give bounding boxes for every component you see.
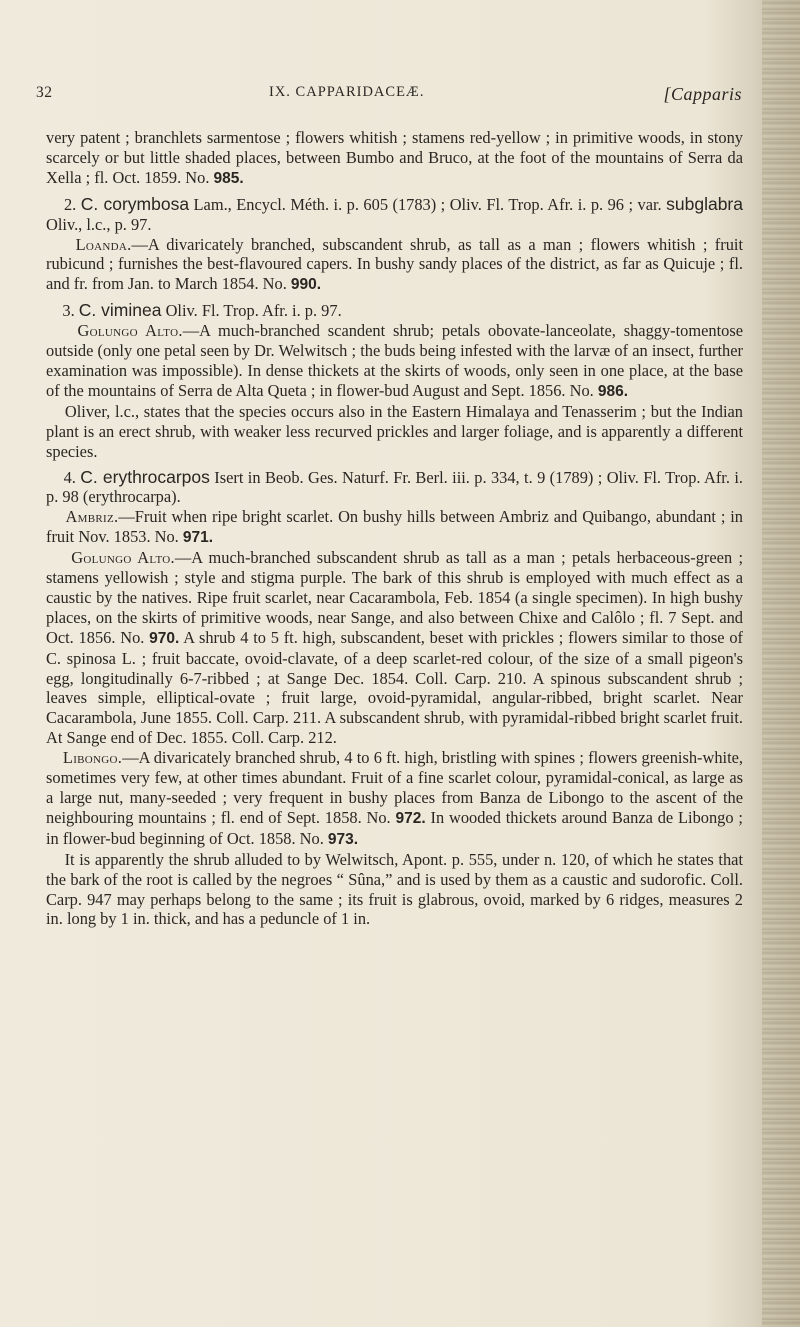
page-edge <box>762 0 800 1327</box>
species-heading: 2. C. corymbosa Lam., Encycl. Méth. i. p. 605 (1783) ; Oliv. Fl. Trop. Afr. i. p. 96 ; var. subglabra Oliv., l.c., p. 97. <box>46 193 743 234</box>
running-head-title: IX. CAPPARIDACEÆ. <box>269 84 425 100</box>
paragraph: Loanda.—A divaricately branched, subscandent shrub, as tall as a man ; flowers whitish ; fruit rubicund ; furnishes the best-flavoured capers. In bushy sandy places of the district, as far as Quicuje ; fl. and fr. from Jan. to March 1854. No. 990. <box>46 234 743 294</box>
species-heading: 4. C. erythrocarpos Isert in Beob. Ges. Naturf. Fr. Berl. iii. p. 334, t. 9 (1789) ; Oliv. Fl. Trop. Afr. i. p. 98 (erythrocarpa). <box>46 466 743 507</box>
paragraph: It is apparently the shrub alluded to by Welwitsch, Apont. p. 555, under n. 120, of which he states that the bark of the root is called by the negroes “ Sûna,” and is used by them as a caustic and sudorofic. Coll. Carp. 947 may perhaps belong to the same ; its fruit is glabrous, ovoid, marked by 6 ridges, measures 2 in. long by 1 in. thick, and has a peduncle of 1 in. <box>46 849 744 929</box>
species-heading: 3. C. viminea Oliv. Fl. Trop. Afr. i. p. 97. <box>62 300 342 321</box>
paragraph: Libongo.—A divaricately branched shrub, 4 to 6 ft. high, bristling with spines ; flowers greenish-white, sometimes very few, at other times abundant. Fruit of a fine scarlet colour, pyramidal-conical, as large as a large nut, many-seeded ; very frequent in bushy places from Banza de Libongo to the ascent of the neighbouring mountains ; fl. end of Sept. 1858. No. 972. In wooded thickets around Banza de Libongo ; in flower-bud beginning of Oct. 1858. No. 973. <box>46 748 743 848</box>
page-number: 32 <box>36 84 53 101</box>
paragraph: Golungo Alto.—A much-branched subscandent shrub as tall as a man ; petals herbaceous-green ; stamens yellowish ; style and stigma purple. The bark of this shrub is employed with much effect as a caustic by the natives. Ripe fruit scarlet, near Cacarambola, Feb. 1854 (a single specimen). In high bushy places, on the skirts of primitive woods, near Sange, and also between Chixe and Calôlo ; fl. 7 Sept. and Oct. 1856. No. 970. A shrub 4 to 5 ft. high, subscandent, beset with prickles ; flowers similar to those of C. spinosa L. ; fruit baccate, ovoid-clavate, of a deep scarlet-red colour, of the size of a small pigeon's egg, longitudinally 6-7-ribbed ; at Sange Dec. 1854. Coll. Carp. 210. A spinous subscandent shrub ; leaves simple, elliptical-ovate ; fruit large, ovoid-pyramidal, angular-ribbed, bright scarlet. Near Cacarambola, June 1855. Coll. Carp. 211. A subscandent shrub, with pyramidal-ribbed bright scarlet fruit. At Sange end of Dec. 1855. Coll. Carp. 212. <box>46 548 743 748</box>
paragraph: very patent ; branchlets sarmentose ; flowers whitish ; stamens red-yellow ; in primitive woods, in stony scarcely or but little shaded places, between Bumbo and Bruco, at the foot of the mountains of Serra da Xella ; fl. Oct. 1859. No. 985. <box>46 128 743 187</box>
paragraph: Oliver, l.c., states that the species occurs also in the Eastern Himalaya and Tenasserim ; but the Indian plant is an erect shrub, with weaker less recurved prickles and larger foliage, and is apparently a different species. <box>46 401 743 461</box>
body-text <box>46 128 743 929</box>
paragraph: Ambriz.—Fruit when ripe bright scarlet. On bushy hills between Ambriz and Quibango, abundant ; in fruit Nov. 1853. No. 971. <box>46 507 744 547</box>
genus-label: [Capparis <box>663 84 742 104</box>
paragraph: Golungo Alto.—A much-branched scandent shrub; petals obovate-lanceolate, shaggy-tomentose outside (only one petal seen by Dr. Welwitsch ; the buds being infested with the larvæ of an insect, further examination was impossible). In dense thickets at the skirts of woods, only seen in one place, at the base of the mountains of Serra de Alta Queta ; in flower-bud August and Sept. 1856. No. 986. <box>46 321 743 400</box>
running-header <box>36 84 742 106</box>
